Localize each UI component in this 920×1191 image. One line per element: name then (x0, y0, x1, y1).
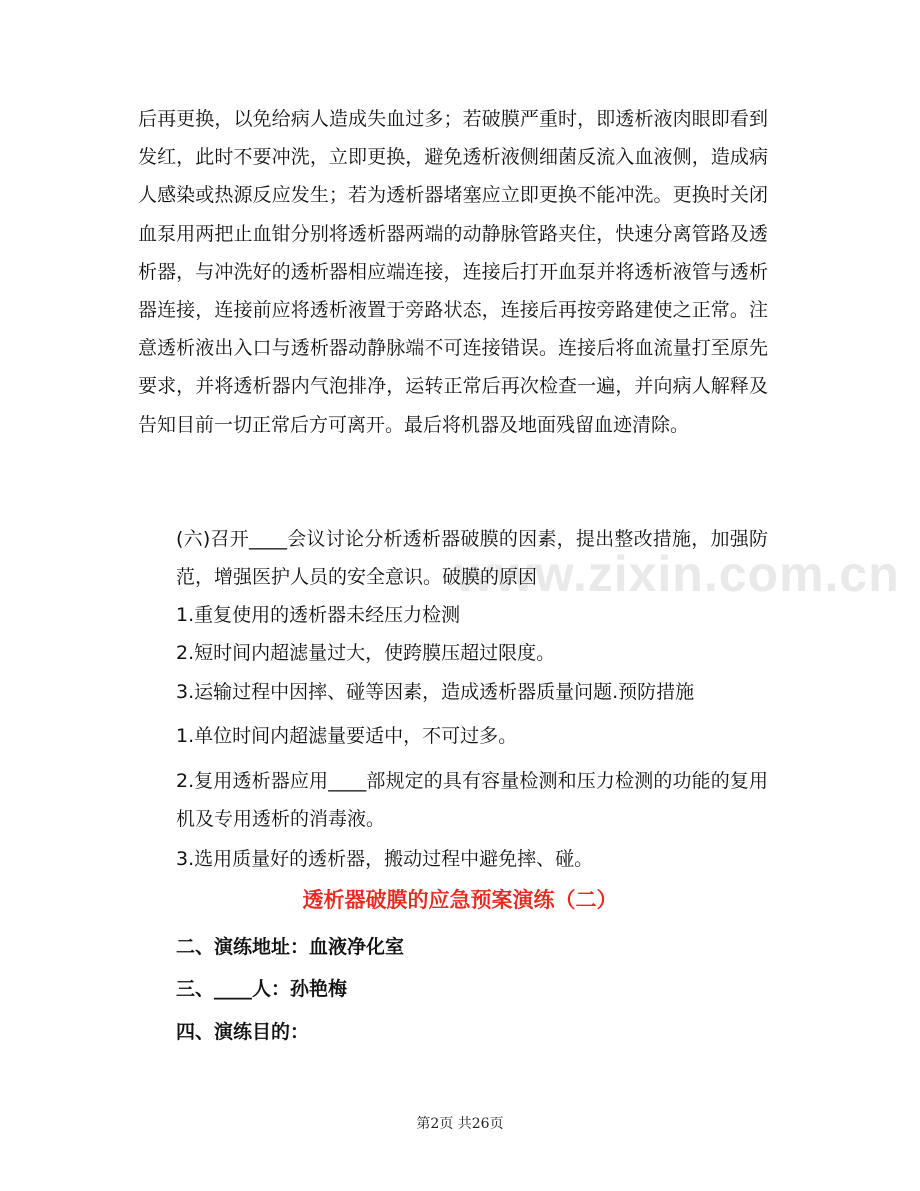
drill-purpose: 四、演练目的： (176, 1021, 310, 1043)
cause-item-2: 2.短时间内超滤量过大，使跨膜压超过限度。 (176, 642, 556, 664)
paragraph-meeting-analysis: (六)召开____会议讨论分析透析器破膜的因素，提出整改措施，加强防范，增强医护人员的安全意识。破膜的原因 (176, 528, 768, 589)
drill-person: 三、____人：孙艳梅 (176, 978, 348, 1000)
cause-item-1: 1.重复使用的透析器未经压力检测 (176, 604, 461, 626)
watermark: www.zixin.com.cn (455, 546, 900, 602)
paragraph-replacement-procedure: 后再更换，以免给病人造成失血过多；若破膜严重时，即透析液肉眼即看到发红，此时不要冲洗，立即更换，避免透析液侧细菌反流入血液侧，造成病人感染或热源反应发生；若为透析器堵塞应立即更换不能冲洗。更换时关闭血泵用两把止血钳分别将透析器两端的动静脉管路夹住，快速分离管路及透析器，与冲洗好的透析器相应端连接，连接后打开血泵并将透析液管与透析器连接，连接前应将透析液置于旁路状态，连接后再按旁路建使之正常。注意透析液出入口与透析器动静脉端不可连接错误。连接后将血流量打至原先要求，并将透析器内气泡排净，运转正常后再次检查一遍，并向病人解释及告知目前一切正常后方可离开。最后将机器及地面残留血迹清除。 (138, 108, 768, 436)
cause-item-3: 3.运输过程中因摔、碰等因素，造成透析器质量问题.预防措施 (176, 681, 695, 703)
page-number-footer: 第2页 共26页 (416, 1116, 504, 1132)
drill-location: 二、演练地址：血液净化室 (176, 936, 405, 958)
prevention-item-3: 3.选用质量好的透析器，搬动过程中避免摔、碰。 (176, 848, 594, 870)
section-heading: 透析器破膜的应急预案演练（二） (302, 887, 618, 912)
prevention-item-1: 1.单位时间内超滤量要适中，不可过多。 (176, 725, 518, 747)
prevention-item-2: 2.复用透析器应用____部规定的具有容量检测和压力检测的功能的复用机及专用透析的消毒液。 (176, 770, 768, 831)
